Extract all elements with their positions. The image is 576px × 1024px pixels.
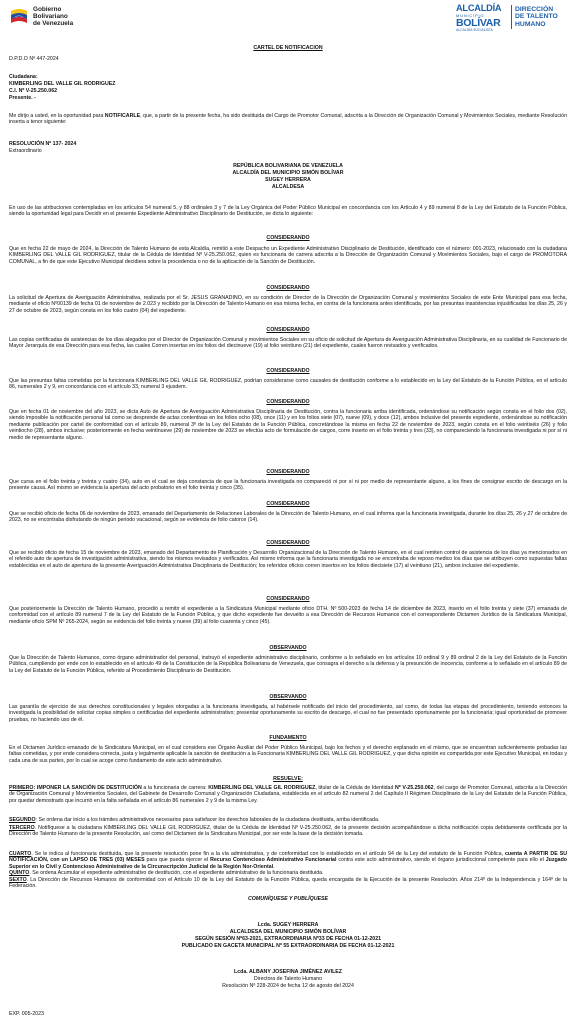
talento-humano-logo: [515, 6, 558, 28]
alcaldia-logo-line-1: ALCALDÍA: [456, 3, 502, 13]
director-resolution-info: Resolución Nº 228-2024 de fecha 12 de agosto del 2024: [222, 983, 354, 989]
resolution-number: RESOLUCIÓN Nº 137- 2024: [9, 141, 77, 147]
cuarto-text-a: . Se le indica al funcionaria destituida, que la presente resolución pone fin a la vía administrativa, y de conformidad con lo establecido en el artículo 94 de la Ley del estatuto de la Función Pública,: [31, 851, 506, 857]
alcaldia-logo-line-2: MUNICIPIO: [456, 13, 485, 18]
venezuela-flag-icon: [9, 7, 29, 27]
considerando-heading-3: CONSIDERANDO: [266, 327, 310, 333]
considerando-8: Que se recibió oficio de fecha 15 de noviembre de 2023, emanado del Departamento de Planificación y Desarrollo Organizacional de la Dirección de Talento Humano, en el cual remiten control de asistencia de los días ya mencionados en el referido auto de apertura de investigación administrativa, siendo los mismos revisados y verificados. Así mismo informa que la funcionaria investigada no se encontraba de reposo medico los días que se atribuyen como supuestas faltas establecidas en el auto de apertura de la presente Averiguación Administrativa Disciplinaria de Destitución; los referidos oficios corren insertos en los folios diecisiete (17) al veintiuno (21), ambos inclusive del expediente.: [9, 550, 567, 569]
mayor-signature-title: ALCALDESA DEL MUNICIPIO SIMÓN BOLÍVAR: [229, 929, 347, 935]
director-signature-name: Lcda. ALBANY JOSEFINA JIMÉNEZ AVILEZ: [233, 969, 343, 975]
observando-heading-1: OBSERVANDO: [269, 645, 307, 651]
considerando-heading-5: CONSIDERANDO: [266, 399, 310, 405]
considerando-heading-6: CONSIDERANDO: [266, 469, 310, 475]
resuelve-cuarto: [9, 851, 567, 870]
document-reference: D.P.D.O Nº 447-2024: [9, 56, 59, 62]
addressee-salutation: Ciudadana:: [9, 74, 38, 80]
government-logo-text: [33, 6, 73, 27]
document-title: CARTEL DE NOTIFICACION: [253, 45, 323, 51]
cuarto-text-e: contra este acto administrativo, siendo el órgano jurisdiccional competente para ello el: [336, 857, 546, 864]
addressee-name: KIMBERLING DEL VALLE GIL RODRIGUEZ: [9, 81, 116, 87]
mayor-session-info: SEGÚN SESIÓN Nº63-2021, EXTRAORDINARIA Nº33 DE FECHA 01-12-2021: [194, 936, 382, 942]
resolution-type: Extraordinario: [9, 148, 42, 154]
comuniquese-publiquese: COMUNÍQUESE Y PUBLÍQUESE: [247, 896, 329, 902]
tercero-label: TERCERO: [9, 825, 35, 831]
resuelve-primero: [9, 785, 567, 804]
alcaldia-logo-line-3: BOLÍVAR: [456, 17, 501, 29]
alcaldia-logo-line-4: ALCALDÍA SOCIALISTA: [456, 28, 493, 32]
intro-text-c: , que, a partir de la presente fecha, ha sido destituida del Cargo de Promotor Comunal, adscrita a la Dirección de Organización Comunal y Movimientos Sociales, mediante Resolución inserta a tenor siguiente:: [9, 113, 568, 126]
tercero-text: . Notifíquese a la ciudadana KIMBERLING DEL VALLE GIL RODRIGUEZ, titular de la Cédula de Identidad Nº V-25.250.062, de la presente decisión acompañándose a dicha notificación copia debidamente certificada por la Dirección de Talento Humano de la presente Resolución, así como del Dictamen de la Sindicatura Municipal, por ser este la base de la decisión tomada.: [9, 825, 567, 838]
considerando-5: Que en fecha 01 de noviembre del año 2023, se dicta Auto de Apertura de Averiguación Administrativa Disciplinaria de Destitución, contra la funcionaria arriba identificada, ordenándose su notificación según consta en el folio dos (02), siendo imposible la notificación personal tal como se desprende de actas contentivas en los folios ocho (08), once (11) y en los folios siete (07), nueve (09), y doce (12), ambos inclusive del presente expediente, ordenándose su notificación mediante publicación por cartel de conformidad con el artículo 89, numeral 3º de la Ley del Estatuto de la Función Pública, concretándose la misma en fecha 22 de noviembre de 2023, según consta en el folio veintiséis (26) y folio veintiocho (28), ambos inclusive; posteriormente en fecha veintinueve (29) de noviembre de 2023 se efectúa acto de formulación de cargos, corre inserto en el folio treinta y tres (33), no compareciendo la funcionaria investigada ni por sí ni medio de representante alguno.: [9, 409, 567, 441]
mayor-title-heading: ALCALDESA: [271, 184, 305, 190]
republic-heading: REPÚBLICA BOLIVARIANA DE VENEZUELA: [233, 163, 343, 169]
resuelve-segundo: [9, 817, 567, 823]
sexto-text: . La Dirección de Recursos Humanos de conformidad con el Artículo 10 de la Ley del Estatuto de la Función Pública, queda encargada de la Ejecución de la presente Resolución. Años 214º de la Independencia y 164º de la Federación.: [9, 877, 567, 890]
gov-line-1: Gobierno: [33, 6, 62, 13]
cuarto-text-g: .: [273, 863, 275, 870]
segundo-label: SEGUNDO: [9, 817, 36, 823]
mayor-signature-name: Lcda. SUGEY HERRERA: [257, 922, 319, 928]
cuarto-label: CUARTO: [9, 851, 32, 857]
alcaldia-bolivar-logo: [456, 4, 508, 30]
resuelve-quinto: [9, 870, 567, 876]
considerando-2: La solicitud de Apertura de Averiguación Administrativa, realizada por el Sr. JESUS GRANADINO, en su condición de Director de la Dirección de Organización Comunal y movimientos Sociales de este Ente Municipal para esa fecha, mediante el oficio Nº00139 de fecha 01 de noviembre de 2.023 y recibido por la Dirección de Talento Humano en esa misma fecha, en contra de la funcionaria antes identificada, por las presuntas inasistencias injustificadas los días 25, 26 y 27 de octubre de 2023, según consta en los folio cuatro (04) del expediente.: [9, 295, 567, 314]
quinto-label: QUINTO: [9, 870, 30, 876]
attributions-paragraph: En uso de las atribuciones contempladas en los artículos 54 numeral 5, y 88 ordinales 3 y 7 de la Ley Orgánica del Poder Público Municipal en concordancia con los Artículo 4 y 89 numeral 8 de la Ley del Estatuto de la Función Pública, siendo la oportunidad legal para Decidir en el presente Expediente Administrativo Disciplinario de Destitución, se dicta lo siguiente:: [9, 205, 567, 218]
resuelve-heading: RESUELVE:: [273, 776, 303, 782]
primero-name: KIMBERLING DEL VALLE GIL RODRIGUEZ: [208, 785, 316, 791]
considerando-heading-8: CONSIDERANDO: [266, 540, 310, 546]
observando-2: Las garantía de ejercicio de sus derechos constitucionales y legales otorgadas a la funcionaria investigada, al habérsele notificado del inicio del procedimiento, así como, de todas las etapas del procedimiento, teniendo entonces la investigada la posibilidad de solicitar copias simples o certificadas del expediente administrativo; presentar oportunamente su escrito de descargo, el cual no fue presentado oportunamente por la funcionaria; igual oportunidad de promover pruebas, no haciendo uso de él.: [9, 704, 567, 723]
fundamento-heading: FUNDAMENTO: [269, 735, 307, 741]
cuarto-lapso: cuenta A PARTIR DE SU NOTIFICACIÓN, con un LAPSO DE TRES (03) MESES: [9, 851, 567, 864]
mayor-gazette-info: PUBLICADO EN GACETA MUNICIPAL Nº 55 EXTRAORDINARIA DE FECHA 01-12-2021: [181, 943, 395, 949]
resuelve-tercero: [9, 825, 567, 838]
alcaldia-logo: [456, 3, 568, 31]
quinto-text: . Se ordena Acumular el expediente administrativo de destitución, con el expediente administrativo de la funcionaria destituida.: [29, 870, 324, 876]
expediente-number: EXP. 005-2023: [9, 1011, 44, 1017]
considerando-9: Que posteriormente la Dirección de Talento Humano, procedió a remitir el expediente a la Sindicatura Municipal mediante oficio DTH. Nº 500-2023 de fecha 14 de diciembre de 2023, inserto en el folio treinta y siete (37) emanada de conformidad con el artículo 89 numeral 7 de la Ley del Estatuto de la Función Pública, y que dicho expediente fue devuelto a esa Dirección de Recursos Humanos con el correspondiente Dictamen Jurídico de la Sindicatura Municipal, mediante oficio SPM Nº 265-2024, según se evidencia del folio treinta y nueve (39) al folio cuarenta y cinco (45).: [9, 606, 567, 625]
primero-label: PRIMERO: [9, 785, 34, 791]
intro-text-a: Me dirijo a usted, en la oportunidad para: [9, 113, 105, 119]
addressee-presente: Presente. -: [9, 95, 36, 101]
observando-heading-2: OBSERVANDO: [269, 694, 307, 700]
dth-line-2: DE TALENTO: [515, 13, 558, 21]
sexto-label: SEXTO: [9, 877, 27, 883]
dth-line-1: DIRECCIÓN: [515, 6, 554, 13]
logo-divider: [511, 5, 512, 29]
alcaldia-heading: ALCALDÍA DEL MUNICIPIO SIMÓN BOLÍVAR: [232, 170, 344, 176]
gov-line-2: Bolivariano: [33, 13, 68, 20]
considerando-6: Que cursa en el folio treinta y treinta y cuatro (34), auto en el cual se deja constancia de que la funcionaria investigada no compareció ni por sí ni por medio de representante alguno, a los fines de consignar escrito de descargo en la presente causa. Así mismo se evidencia la apertura del acto probatorio en el folio treinta y cinco (35).: [9, 479, 567, 492]
mayor-name-heading: SUGEY HERRERA: [265, 177, 311, 183]
primero-sanction: : IMPONER LA SANCIÓN DE DESTITUCIÓN: [33, 785, 142, 791]
considerando-7: Que se recibió oficio de fecha 06 de noviembre de 2023, emanado del Departamento de Relaciones Laborales de la Dirección de Talento Humano, en el cual informa que la funcionaria investigada, durante los días 25, 26 y 27 de octubre de 2023, no se encontraba disfrutando de ningún periodo vacacional, según se evidencia de folio catorce (14).: [9, 511, 567, 524]
resuelve-sexto: [9, 877, 567, 890]
addressee-id: C.I. Nº V-25.250.062: [9, 88, 58, 94]
primero-text-b: , titular de la Cédula de Identidad: [315, 785, 396, 791]
intro-paragraph: [9, 113, 567, 126]
fundamento-paragraph: En el Dictamen Jurídico emanado de la Sindicatura Municipal, en el cual considera ese Órgano Auxiliar del Poder Público Municipal, bajo los fechos y el derecho explanado en el mismo, que se encuentran suficientemente probadas las faltas cometidas, y por ende considera correcta, justa y legalmente aplicable la sanción de destitución a la Funcionaria KIMBERLING DEL VALLE GIL RODRIGUEZ, y que dicha opinión es compartida por este Ejecutivo Municipal, en todas y cada una de sus partes, por lo cual se acoge como fundamento de este acto administrativo.: [9, 745, 567, 764]
considerando-3: Las copias certificadas de asistencias de los días alegados por el Director de Organización Comunal y movimientos Sociales en su oficio de solicitud de Apertura de Averiguación Administrativa Disciplinaria, en su cualidad de Funcionario de Mayor Jerarquía de esa Dirección para esa fecha, las cuales Corren insertas en los folios del diecinueve (19) al folio veintiuno (21) del expediente, cuales fueron revisados y verificados.: [9, 337, 567, 350]
gov-line-3: de Venezuela: [33, 20, 74, 27]
considerando-heading-4: CONSIDERANDO: [266, 368, 310, 374]
primero-id: Nº V-25.250.062: [395, 785, 434, 791]
director-signature-title: Directora de Talento Humano: [253, 976, 323, 982]
considerando-4: Que las presuntas faltas cometidas por la funcionaria KIMBERLING DEL VALLE GIL RODRIGUEZ, podrían considerarse como causales de destitución conforme a lo establecido en la Ley del Estatuto de la Función Pública, en el artículo 86, numerales 2 y 9, en concordancia con el artículo 33, numeral 3 ejusdem.: [9, 378, 567, 391]
primero-text-c: , del cargo de Promotor Comunal, adscrita a la Dirección de Organización Comunal y Movimientos Sociales, del Gabinete de Desarrollo Comunal y Organización Ciudadana, establecida en el artículo 82 numeral 2 del Capítulo II Régimen Disciplinario de la Ley del Estatuto de la Función Pública, por quedar demostrado que incurrió en la falta señalada en el artículo 86 numerales 2 y 9 de la misma Ley.: [9, 785, 567, 804]
intro-notify: NOTIFICARLE: [104, 113, 141, 119]
cuarto-text-c: para que pueda ejercer el: [144, 857, 211, 864]
segundo-text: : Se ordena dar inicio a los trámites administrativos necesarios para satisfacer los derechos laborales de la ciudadana destituida, arriba identificada.: [35, 817, 380, 823]
cuarto-juzgado: Juzgado Superior en lo Civil y Contencioso Administrativo de la Circunscripción Judicial de la Región Nor-Oriental: [9, 857, 567, 870]
primero-text-a: a la funcionaria de carrera:: [141, 785, 209, 791]
cuarto-recurso: Recurso Contencioso Administrativo Funcionarial: [210, 857, 337, 864]
dth-line-3: HUMANO: [515, 20, 546, 28]
government-logo: [9, 4, 109, 30]
considerando-heading-7: CONSIDERANDO: [266, 501, 310, 507]
observando-1: Que la Dirección de Talento Humanos, como órgano administrador del personal, instruyó el expediente administrativo disciplinario, conforme a lo señalado en los artículos 10 ordinal 9 y 89 ordinal 2 de la Ley del Estatuto de la Función Pública, cumpliendo por ende con lo establecido en el artículo 49 de la Constitución de la República Bolivariana de Venezuela, que consagra el derecho a la defensa y la presunción de inocencia, conforme a lo señalado en el artículo 89 de la Ley del Estatuto de la Función Pública, referido al Procedimiento Disciplinario de Destitución.: [9, 655, 567, 674]
considerando-1: Que en fecha 22 de mayo de 2024, la Dirección de Talento Humano de esta Alcaldía, remitió a este Despacho un Expediente Administrativo Disciplinario de Destitución, identificado con el número: 001-2023, relacionado con la ciudadana KIMBERLING DEL VALLE GIL RODRIGUEZ, titular de la Cédula de Identidad Nº V-25.250.062, quien es funcionaria de carrera adscrita a la Dirección de Organización Comunal y Movimientos Sociales, bajo el cargo de PROMOTORA COMUNAL, a fin de que este Ejecutivo Municipal decidiera sobre la procedencia o no de la aplicación de la Sanción de Destitución.: [9, 246, 567, 265]
considerando-heading-9: CONSIDERANDO: [266, 596, 310, 602]
considerando-heading-2: CONSIDERANDO: [266, 285, 310, 291]
considerando-heading-1: CONSIDERANDO: [266, 235, 310, 241]
